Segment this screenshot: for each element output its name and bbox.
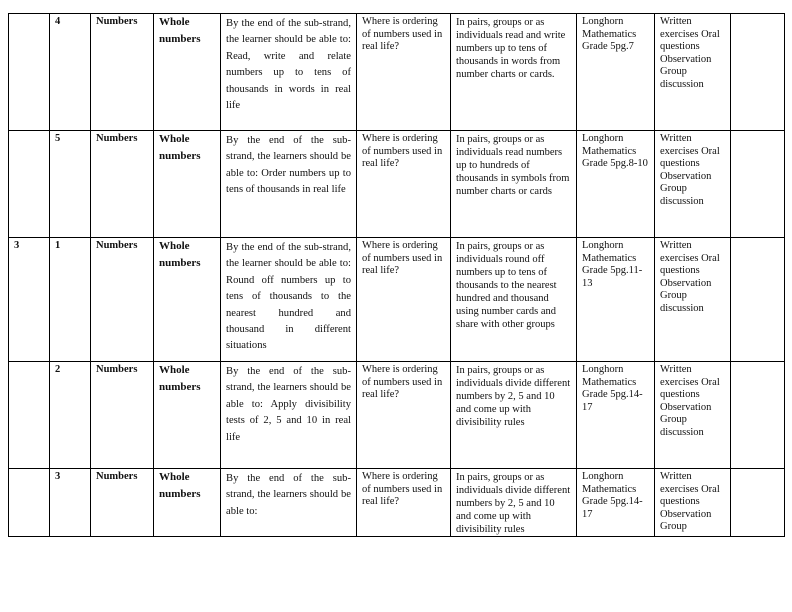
strand-cell: Numbers xyxy=(91,131,154,238)
week-cell: 3 xyxy=(9,238,50,362)
objectives-cell: By the end of the sub- strand, the learners should be able to: Order numbers up to tens of thousands in real life xyxy=(221,131,357,238)
learning-activities-cell: In pairs, groups or as individuals read numbers up to hundreds of thousands in symbols from number charts or cards xyxy=(451,131,577,238)
assessment-cell: Written exercises Oral questions Observation Group xyxy=(655,469,731,537)
learning-activities-cell: In pairs, groups or as individuals divide different numbers by 2, 5 and 10 and come up with divisibility rules xyxy=(451,469,577,537)
table-row xyxy=(9,131,785,238)
assessment-cell: Written exercises Oral questions Observation Group discussion xyxy=(655,131,731,238)
inquiry-question-cell: Where is ordering of numbers used in real life? xyxy=(357,238,451,362)
scheme-of-work-table xyxy=(8,13,785,537)
week-cell xyxy=(9,131,50,238)
remarks-cell xyxy=(731,131,785,238)
assessment-cell: Written exercises Oral questions Observation Group discussion xyxy=(655,14,731,131)
assessment-cell: Written exercises Oral questions Observation Group discussion xyxy=(655,362,731,469)
inquiry-question-cell: Where is ordering of numbers used in real life? xyxy=(357,469,451,537)
table-row xyxy=(9,14,785,131)
sub-strand-cell: Whole numbers xyxy=(154,238,221,362)
resources-cell: Longhorn Mathematics Grade 5pg.11-13 xyxy=(577,238,655,362)
inquiry-question-cell: Where is ordering of numbers used in real life? xyxy=(357,131,451,238)
inquiry-question-cell: Where is ordering of numbers used in real life? xyxy=(357,362,451,469)
resources-cell: Longhorn Mathematics Grade 5pg.7 xyxy=(577,14,655,131)
learning-activities-cell: In pairs, groups or as individuals round off numbers up to tens of thousands to the nearest hundred and thousand using number cards and share with other groups xyxy=(451,238,577,362)
objectives-cell: By the end of the sub- strand, the learners should be able to: xyxy=(221,469,357,537)
lesson-cell: 1 xyxy=(50,238,91,362)
strand-cell: Numbers xyxy=(91,238,154,362)
remarks-cell xyxy=(731,238,785,362)
inquiry-question-cell: Where is ordering of numbers used in real life? xyxy=(357,14,451,131)
remarks-cell xyxy=(731,362,785,469)
remarks-cell xyxy=(731,14,785,131)
sub-strand-cell: Whole numbers xyxy=(154,14,221,131)
resources-cell: Longhorn Mathematics Grade 5pg.8-10 xyxy=(577,131,655,238)
strand-cell: Numbers xyxy=(91,469,154,537)
objectives-cell: By the end of the sub-strand, the learner should be able to: Read, write and relate numbers up to tens of thousands in words in real life xyxy=(221,14,357,131)
learning-activities-cell: In pairs, groups or as individuals read and write numbers up to tens of thousands in words from number charts or cards. xyxy=(451,14,577,131)
lesson-cell: 5 xyxy=(50,131,91,238)
objectives-cell: By the end of the sub-strand, the learner should be able to: Round off numbers up to tens of thousands to the nearest hundred and thousand in different situations xyxy=(221,238,357,362)
strand-cell: Numbers xyxy=(91,362,154,469)
table-row xyxy=(9,469,785,537)
week-cell xyxy=(9,362,50,469)
resources-cell: Longhorn Mathematics Grade 5pg.14-17 xyxy=(577,469,655,537)
sub-strand-cell: Whole numbers xyxy=(154,362,221,469)
learning-activities-cell: In pairs, groups or as individuals divide different numbers by 2, 5 and 10 and come up with divisibility rules xyxy=(451,362,577,469)
strand-cell: Numbers xyxy=(91,14,154,131)
lesson-cell: 2 xyxy=(50,362,91,469)
objectives-cell: By the end of the sub- strand, the learners should be able to: Apply divisibility tests of 2, 5 and 10 in real life xyxy=(221,362,357,469)
table-row xyxy=(9,362,785,469)
lesson-cell: 4 xyxy=(50,14,91,131)
remarks-cell xyxy=(731,469,785,537)
table-row xyxy=(9,238,785,362)
week-cell xyxy=(9,469,50,537)
sub-strand-cell: Whole numbers xyxy=(154,469,221,537)
sub-strand-cell: Whole numbers xyxy=(154,131,221,238)
week-cell xyxy=(9,14,50,131)
assessment-cell: Written exercises Oral questions Observation Group discussion xyxy=(655,238,731,362)
resources-cell: Longhorn Mathematics Grade 5pg.14-17 xyxy=(577,362,655,469)
lesson-cell: 3 xyxy=(50,469,91,537)
